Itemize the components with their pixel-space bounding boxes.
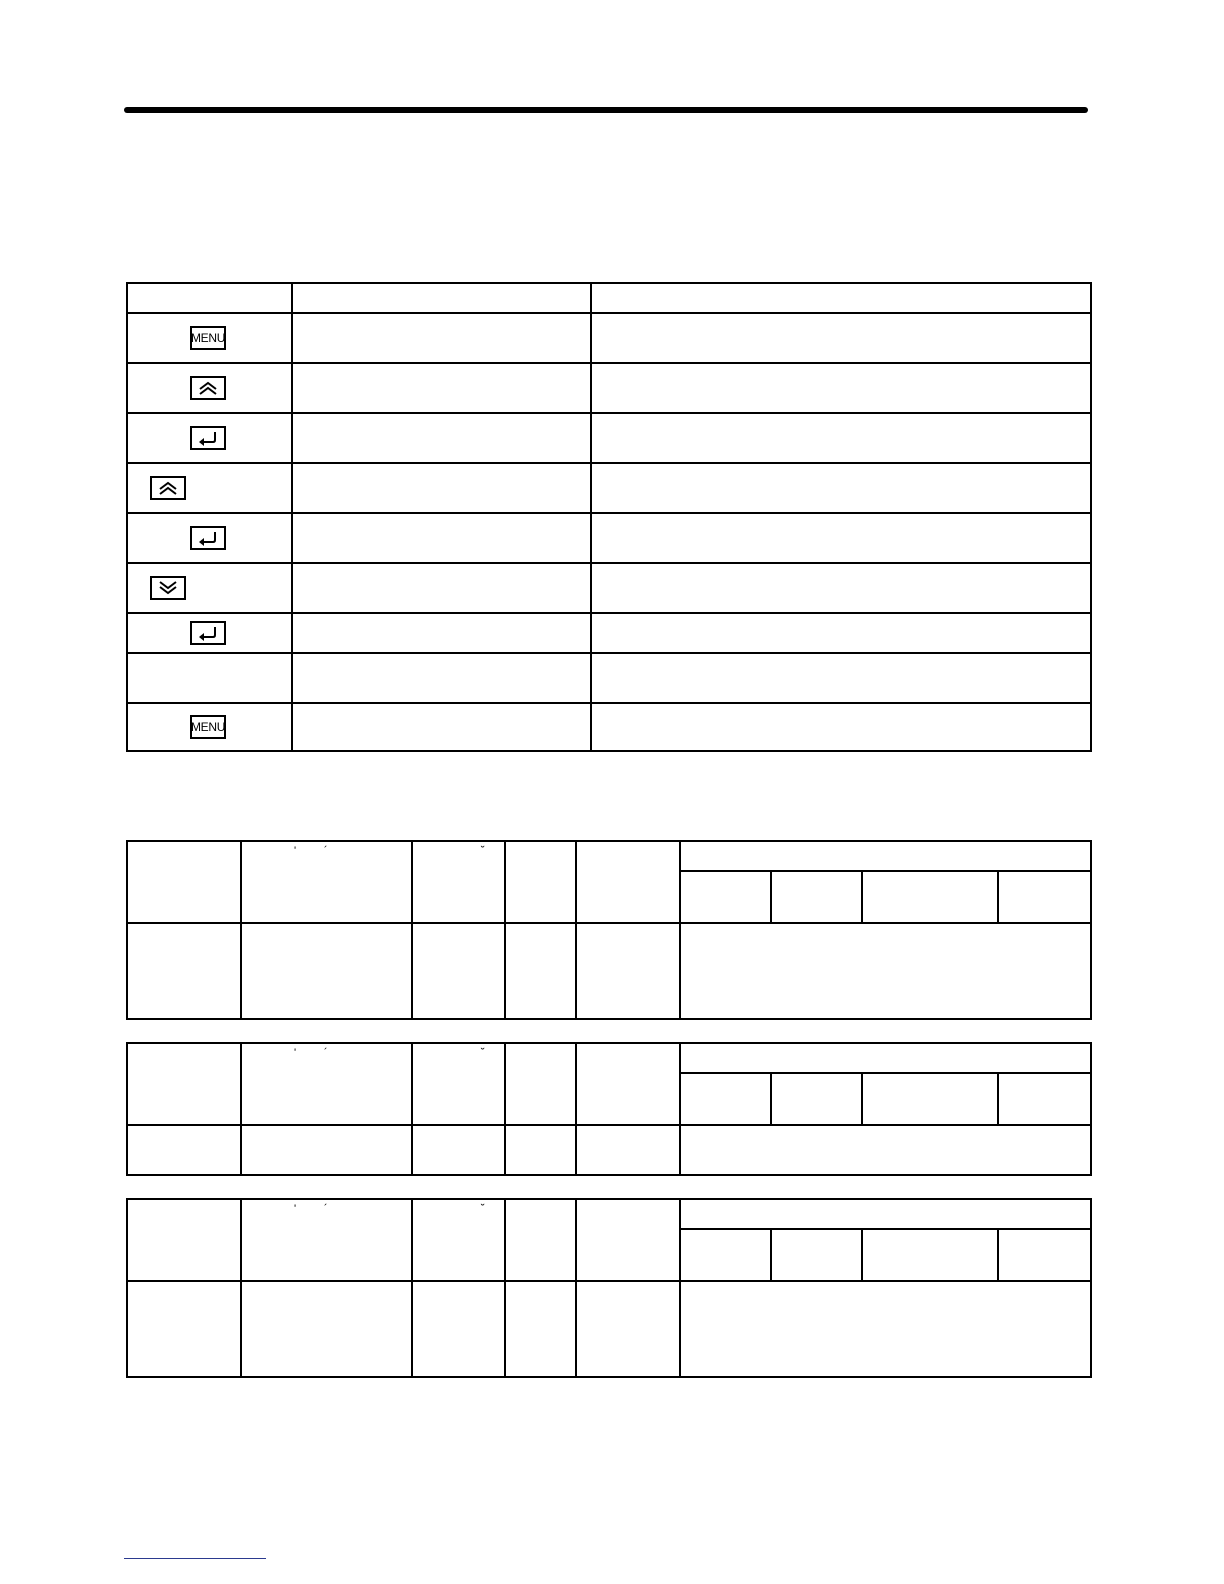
param-name-header [241, 841, 412, 923]
table-row [127, 313, 1091, 363]
param-group-header [680, 841, 1091, 871]
param-subheader-cell [862, 871, 998, 923]
param-subheader-cell [771, 1073, 862, 1125]
header-cell-key [127, 283, 292, 313]
param-subheader-cell [998, 1073, 1091, 1125]
param-subheader-cell [998, 871, 1091, 923]
operation-cell [292, 313, 591, 363]
param-name-header [241, 1199, 412, 1281]
description-cell [591, 563, 1091, 613]
tick-mark: ' [294, 1047, 297, 1059]
param-unit-header [505, 1043, 576, 1125]
key-cell [127, 313, 292, 363]
param-cell [241, 1281, 412, 1377]
operation-cell [292, 463, 591, 513]
param-cell [576, 923, 680, 1019]
param-unit-header [505, 1199, 576, 1281]
key-cell [127, 513, 292, 563]
tick-mark: ' [294, 1203, 297, 1215]
down-key-icon [150, 576, 186, 600]
header-cell-description [591, 283, 1091, 313]
param-subheader-cell [771, 871, 862, 923]
key-cell [127, 703, 292, 751]
tick-mark: ' [294, 845, 297, 857]
param-header-row [127, 841, 1091, 871]
param-range-header [412, 841, 505, 923]
param-cell [505, 1125, 576, 1175]
param-cell [680, 1125, 1091, 1175]
param-subheader-cell [998, 1229, 1091, 1281]
enter-key-icon [190, 526, 226, 550]
parameter-table [126, 840, 1092, 1020]
param-header-row [127, 1043, 1091, 1073]
param-cell [412, 923, 505, 1019]
param-group-header [680, 1043, 1091, 1073]
key-cell [127, 613, 292, 653]
up-key-icon [190, 376, 226, 400]
table-row [127, 513, 1091, 563]
key-cell [127, 653, 292, 703]
param-cell [412, 1125, 505, 1175]
param-name-header [241, 1043, 412, 1125]
param-subheader-cell [680, 1073, 771, 1125]
param-cell [505, 1281, 576, 1377]
menu-key-icon: MENU [190, 715, 226, 739]
up-key-icon [150, 476, 186, 500]
param-cell [241, 1125, 412, 1175]
param-number-header [127, 1043, 241, 1125]
key-cell [127, 413, 292, 463]
header-cell-operation [292, 283, 591, 313]
param-default-header [576, 1043, 680, 1125]
param-body-row [127, 1125, 1091, 1175]
param-body-row [127, 1281, 1091, 1377]
enter-key-icon [190, 426, 226, 450]
enter-key-icon [190, 621, 226, 645]
description-cell [591, 613, 1091, 653]
description-cell [591, 363, 1091, 413]
param-number-header [127, 1199, 241, 1281]
tick-mark: ´ [324, 1203, 328, 1215]
table-row [127, 613, 1091, 653]
description-cell [591, 413, 1091, 463]
param-header-row [127, 1199, 1091, 1229]
param-default-header [576, 1199, 680, 1281]
table-row [127, 363, 1091, 413]
param-default-header [576, 841, 680, 923]
param-range-header [412, 1043, 505, 1125]
param-cell [576, 1125, 680, 1175]
param-subheader-cell [680, 1229, 771, 1281]
param-subheader-cell [771, 1229, 862, 1281]
param-cell [680, 1281, 1091, 1377]
operation-cell [292, 513, 591, 563]
param-subheader-cell [862, 1073, 998, 1125]
description-cell [591, 513, 1091, 563]
param-cell [412, 1281, 505, 1377]
description-cell [591, 703, 1091, 751]
tick-mark: ˘ [481, 1203, 485, 1215]
param-number-header [127, 841, 241, 923]
key-operation-table [126, 282, 1092, 752]
key-cell [127, 363, 292, 413]
description-cell [591, 653, 1091, 703]
key-cell [127, 563, 292, 613]
footer-link-underline[interactable] [124, 1558, 266, 1559]
description-cell [591, 313, 1091, 363]
param-body-row [127, 923, 1091, 1019]
param-range-header [412, 1199, 505, 1281]
param-cell [127, 1125, 241, 1175]
param-cell [576, 1281, 680, 1377]
operation-cell [292, 703, 591, 751]
table-row [127, 653, 1091, 703]
operation-cell [292, 363, 591, 413]
param-cell [127, 1281, 241, 1377]
key-cell [127, 463, 292, 513]
table-row [127, 463, 1091, 513]
table-row [127, 703, 1091, 751]
header-rule [124, 107, 1088, 113]
operation-cell [292, 613, 591, 653]
tick-mark: ´ [324, 845, 328, 857]
menu-key-icon: MENU [190, 326, 226, 350]
parameter-table [126, 1042, 1092, 1176]
table-row [127, 563, 1091, 613]
description-cell [591, 463, 1091, 513]
table-row [127, 413, 1091, 463]
param-cell [241, 923, 412, 1019]
tick-mark: ˘ [481, 845, 485, 857]
param-cell [505, 923, 576, 1019]
operation-cell [292, 653, 591, 703]
tick-mark: ˘ [481, 1047, 485, 1059]
table-header-row [127, 283, 1091, 313]
tick-mark: ´ [324, 1047, 328, 1059]
param-cell [127, 923, 241, 1019]
param-subheader-cell [680, 871, 771, 923]
param-cell [680, 923, 1091, 1019]
param-subheader-cell [862, 1229, 998, 1281]
operation-cell [292, 413, 591, 463]
parameter-table [126, 1198, 1092, 1378]
operation-cell [292, 563, 591, 613]
param-group-header [680, 1199, 1091, 1229]
param-unit-header [505, 841, 576, 923]
